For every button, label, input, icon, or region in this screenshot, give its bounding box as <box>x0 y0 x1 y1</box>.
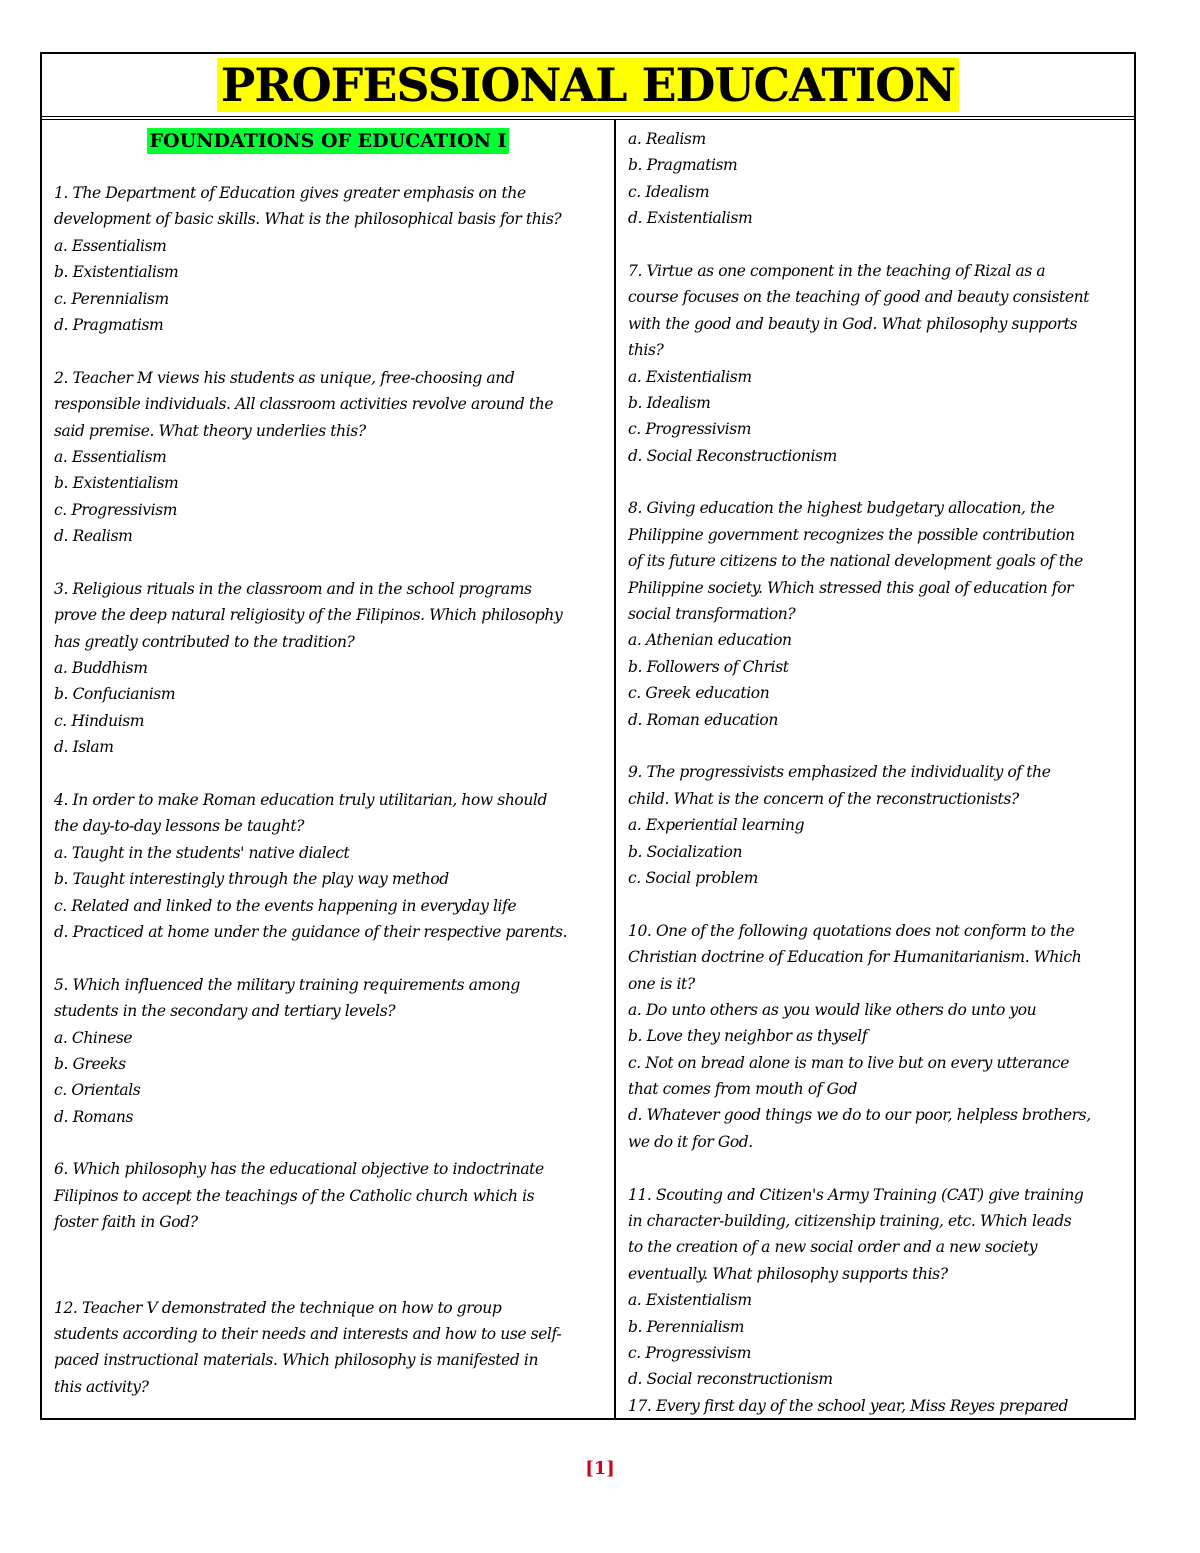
answer-option: d. Roman education <box>628 710 778 729</box>
question-text: 5. Which influenced the military training requirements among <box>54 975 520 994</box>
question-11 <box>628 1182 1134 1393</box>
answer-option: a. Existentialism <box>628 1291 752 1310</box>
answer-option: c. Social problem <box>628 868 758 887</box>
question-3 <box>54 576 614 761</box>
answer-option: b. Greeks <box>54 1054 126 1073</box>
question-text: with the good and beauty in God. What philosophy supports <box>628 314 1078 333</box>
question-text: development of basic skills. What is the philosophical basis for this? <box>54 210 562 229</box>
answer-option: d. Realism <box>54 527 133 546</box>
answer-option: we do it for God. <box>628 1132 753 1151</box>
question-text: child. What is the concern of the reconstructionists? <box>628 789 1019 808</box>
question-5 <box>54 972 614 1130</box>
answer-option: c. Progressivism <box>54 500 178 519</box>
question-text: in character-building, citizenship training, etc. Which leads <box>628 1212 1072 1231</box>
page-number: [1] <box>585 1458 615 1479</box>
question-text: has greatly contributed to the tradition? <box>54 632 355 651</box>
question-17 <box>628 1393 1134 1418</box>
question-text: paced instructional materials. Which philosophy is manifested in <box>54 1351 539 1370</box>
answer-option: a. Existentialism <box>628 367 752 386</box>
document-frame <box>40 52 1136 1420</box>
answer-option: d. Existentialism <box>628 209 753 228</box>
question-text: prove the deep natural religiosity of the Filipinos. Which philosophy <box>54 606 563 625</box>
question-text: 12. Teacher V demonstrated the technique on how to group <box>54 1298 502 1317</box>
answer-option: c. Perennialism <box>54 289 169 308</box>
question-text: responsible individuals. All classroom activities revolve around the <box>54 395 554 414</box>
question-text: 1. The Department of Education gives greater emphasis on the <box>54 184 526 202</box>
answer-option: a. Chinese <box>54 1028 133 1047</box>
question-text: 8. Giving education the highest budgetary allocation, the <box>628 499 1055 518</box>
question-text: 6. Which philosophy has the educational objective to indoctrinate <box>54 1160 544 1179</box>
answer-option: d. Romans <box>54 1107 134 1126</box>
question-2 <box>54 365 614 550</box>
question-text: this? <box>628 341 664 360</box>
answer-option: d. Islam <box>54 738 114 757</box>
question-9 <box>628 759 1134 891</box>
left-column <box>42 120 616 1418</box>
page-title: PROFESSIONAL EDUCATION <box>217 58 959 112</box>
question-text: of its future citizens to the national development goals of the <box>628 552 1083 571</box>
right-column <box>616 120 1134 1418</box>
question-text: Christian doctrine of Education for Humanitarianism. Which <box>628 948 1082 967</box>
answer-option: c. Progressivism <box>628 1343 752 1362</box>
question-6-options <box>628 126 1134 232</box>
answer-option: b. Love they neighbor as thyself <box>628 1027 868 1046</box>
answer-option: a. Experiential learning <box>628 816 805 835</box>
question-text: Filipinos to accept the teachings of the Catholic church which is <box>54 1186 535 1205</box>
answer-option: a. Essentialism <box>54 236 167 255</box>
question-text: 2. Teacher M views his students as unique, free-choosing and <box>54 368 515 387</box>
title-row <box>42 54 1134 120</box>
answer-option: c. Progressivism <box>628 420 752 439</box>
question-4 <box>54 787 614 945</box>
answer-option: b. Perennialism <box>628 1317 744 1336</box>
answer-option: b. Existentialism <box>54 474 179 493</box>
answer-option: c. Related and linked to the events happening in everyday life <box>54 896 517 915</box>
answer-option: b. Followers of Christ <box>628 657 789 676</box>
question-8 <box>628 495 1134 733</box>
answer-option: a. Athenian education <box>628 631 792 650</box>
question-text: said premise. What theory underlies this? <box>54 421 366 440</box>
answer-option: a. Taught in the students' native dialect <box>54 843 350 862</box>
question-text: students according to their needs and interests and how to use self- <box>54 1325 562 1344</box>
answer-option: b. Taught interestingly through the play way method <box>54 870 449 889</box>
question-text: this activity? <box>54 1377 149 1396</box>
answer-option: that comes from mouth of God <box>628 1080 858 1099</box>
question-text: one is it? <box>628 974 695 993</box>
question-text: 17. Every first day of the school year, Miss Reyes prepared <box>628 1396 1069 1415</box>
question-text: the day-to-day lessons be taught? <box>54 817 305 836</box>
question-text: 10. One of the following quotations does not conform to the <box>628 921 1075 940</box>
question-12 <box>54 1295 614 1401</box>
answer-option: a. Essentialism <box>54 447 167 466</box>
answer-option: c. Orientals <box>54 1081 141 1100</box>
question-text: social transformation? <box>628 605 796 624</box>
answer-option: b. Existentialism <box>54 263 179 282</box>
answer-option: c. Hinduism <box>54 711 145 730</box>
answer-option: b. Confucianism <box>54 685 176 704</box>
subtitle-wrap <box>54 128 614 154</box>
answer-option: c. Not on bread alone is man to live but on every utterance <box>628 1053 1069 1072</box>
answer-option: d. Social reconstructionism <box>628 1370 833 1389</box>
answer-option: a. Buddhism <box>54 659 148 678</box>
question-text: Philippine society. Which stressed this goal of education for <box>628 578 1074 597</box>
answer-option: d. Social Reconstructionism <box>628 446 837 465</box>
question-text: foster faith in God? <box>54 1213 198 1232</box>
answer-option: d. Whatever good things we do to our poor, helpless brothers, <box>628 1106 1091 1125</box>
answer-option: d. Practiced at home under the guidance of their respective parents. <box>54 922 568 941</box>
answer-option: b. Socialization <box>628 842 743 861</box>
question-7 <box>628 258 1134 469</box>
answer-option: c. Greek education <box>628 684 770 703</box>
question-1 <box>54 180 614 338</box>
question-10 <box>628 918 1134 1156</box>
question-text: students in the secondary and tertiary levels? <box>54 1002 396 1021</box>
question-text: course focuses on the teaching of good and beauty consistent <box>628 288 1090 307</box>
section-subtitle: FOUNDATIONS OF EDUCATION I <box>147 128 510 154</box>
question-6 <box>54 1156 614 1235</box>
answer-option: b. Pragmatism <box>628 156 738 175</box>
question-text: to the creation of a new social order and a new society <box>628 1238 1038 1257</box>
answer-option: a. Realism <box>628 130 706 148</box>
question-text: eventually. What philosophy supports this? <box>628 1264 948 1283</box>
answer-option: d. Pragmatism <box>54 315 164 334</box>
question-text: Philippine government recognizes the possible contribution <box>628 525 1075 544</box>
question-text: 7. Virtue as one component in the teaching of Rizal as a <box>628 261 1046 280</box>
answer-option: a. Do unto others as you would like others do unto you <box>628 1000 1037 1019</box>
question-text: 3. Religious rituals in the classroom and in the school programs <box>54 579 532 598</box>
question-text: 11. Scouting and Citizen's Army Training (CAT) give training <box>628 1185 1084 1204</box>
answer-option: b. Idealism <box>628 393 711 412</box>
question-text: 9. The progressivists emphasized the individuality of the <box>628 763 1051 782</box>
question-text: 4. In order to make Roman education truly utilitarian, how should <box>54 790 548 809</box>
answer-option: c. Idealism <box>628 182 710 201</box>
